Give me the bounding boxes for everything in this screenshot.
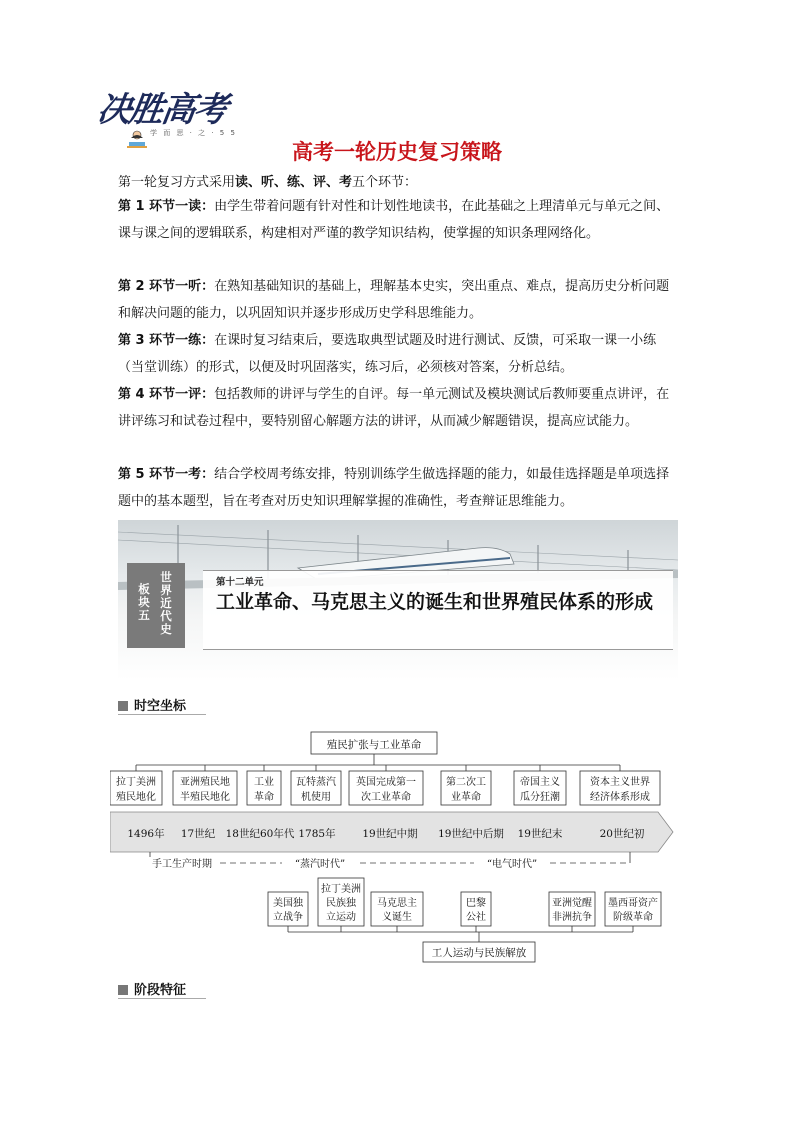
- event-label-top: 帝国主义: [520, 777, 560, 788]
- step-text: 在熟知基础知识的基础上，理解基本史实，突出重点、难点，提高历史分析问题和解决问题的能力，以巩固知识并逐步形成历史学科思维能力。: [118, 279, 670, 321]
- event-label-bottom: 立运动: [326, 912, 356, 923]
- date-label: 1496年: [127, 828, 165, 840]
- step-label: 第 5 环节一考：: [118, 467, 215, 482]
- heading-underline: [118, 998, 206, 999]
- event-label-top: 资本主义世界: [590, 777, 650, 788]
- unit-title: 工业革命、马克思主义的诞生和世界殖民体系的形成: [216, 591, 654, 613]
- event-label-top: 经济体系形成: [590, 792, 650, 803]
- section-tab: [127, 563, 185, 648]
- section-heading-timeline: [118, 695, 186, 715]
- intro-keys: 读、听、练、评、考: [235, 175, 353, 190]
- section-heading-text: 时空坐标: [134, 699, 187, 714]
- step-text: 结合学校周考练安排，特别训练学生做选择题的能力，如最佳选择题是单项选择题中的基本题型，旨在考查对历史知识理解掌握的准确性，考查辩证思维能力。: [118, 467, 670, 509]
- event-label-top: 第二次工: [446, 777, 486, 788]
- tab-left-text: 板块五: [138, 582, 150, 622]
- era-label: “电气时代”: [486, 859, 538, 870]
- timeline-svg: [110, 730, 680, 966]
- section-heading-features: [118, 979, 186, 999]
- event-label-bottom: 民族独: [326, 898, 356, 909]
- step-text: 包括教师的讲评与学生的自评。每一单元测试及模块测试后教师要重点讲评，在讲评练习和试卷过程中，要特别留心解题方法的讲评，从而减少解题错误，提高应试能力。: [118, 387, 670, 429]
- step-text: 在课时复习结束后，要选取典型试题及时进行测试、反馈，可采取一课一小练（当堂训练）的形式，以便及时巩固落实，练习后，必须核对答案，分析总结。: [118, 333, 657, 375]
- intro-pre: 第一轮复习方式采用: [118, 175, 236, 190]
- date-label: 19世纪中期: [362, 828, 418, 840]
- event-label-top: 亚洲殖民地: [180, 777, 230, 788]
- event-label-top: 工业: [254, 777, 274, 788]
- step-1: [118, 194, 678, 247]
- era-label: 手工生产时期: [152, 859, 212, 870]
- date-label: 17世纪: [180, 828, 216, 840]
- event-label-bottom: 巴黎: [466, 898, 486, 909]
- step-text: 由学生带着问题有针对性和计划性地读书，在此基础之上理清单元与单元之间、课与课之间的逻辑联系，构建相对严谨的教学知识结构，使掌握的知识条理网络化。: [118, 199, 670, 241]
- step-5: [118, 462, 678, 515]
- step-label: 第 2 环节一听：: [118, 279, 215, 294]
- step-label: 第 1 环节一读：: [118, 199, 215, 214]
- event-label-bottom: 亚洲觉醒: [552, 898, 592, 909]
- theme-label-top: 殖民扩张与工业革命: [326, 739, 422, 751]
- square-bullet-icon: [118, 985, 128, 995]
- unit-label: 第十二单元: [216, 577, 264, 588]
- event-label-bottom: 马克思主: [377, 898, 417, 909]
- event-label-bottom: 义诞生: [382, 912, 412, 923]
- event-label-bottom: 非洲抗争: [552, 912, 592, 923]
- intro-post: 五个环节：: [352, 175, 418, 190]
- step-3: [118, 328, 678, 381]
- step-label: 第 4 环节一评：: [118, 387, 215, 402]
- theme-label-bottom: 工人运动与民族解放: [431, 947, 527, 959]
- date-label: 19世纪中后期: [438, 828, 504, 840]
- date-label: 18世纪60年代: [225, 828, 295, 840]
- event-label-top: 半殖民地化: [180, 792, 230, 803]
- step-4: [118, 382, 678, 435]
- tab-right-text: 世界近代史: [160, 570, 172, 636]
- step-2: [118, 274, 678, 327]
- event-label-bottom: 公社: [466, 912, 486, 923]
- heading-underline: [118, 714, 206, 715]
- event-label-top: 次工业革命: [361, 792, 411, 803]
- event-label-top: 业革命: [451, 792, 481, 803]
- logo-subtitle: 学 而 思 · 之 · 5 5: [150, 129, 237, 137]
- era-label: “蒸汽时代”: [294, 859, 346, 870]
- date-label: 20世纪初: [599, 828, 645, 840]
- event-label-bottom: 墨西哥资产: [608, 898, 658, 909]
- timeline-diagram: [110, 730, 680, 970]
- event-label-top: 机使用: [301, 792, 331, 803]
- event-label-bottom: 拉丁美洲: [321, 884, 361, 895]
- date-label: 1785年: [298, 828, 336, 840]
- square-bullet-icon: [118, 701, 128, 711]
- logo-text: 决胜高考: [94, 90, 229, 130]
- event-label-bottom: 美国独: [273, 898, 303, 909]
- date-label: 19世纪末: [517, 828, 563, 840]
- event-label-top: 殖民地化: [116, 792, 156, 803]
- intro-line: [118, 172, 678, 193]
- event-label-top: 革命: [254, 792, 274, 803]
- event-label-top: 英国完成第一: [356, 777, 416, 788]
- step-label: 第 3 环节一练：: [118, 333, 215, 348]
- event-label-top: 瓦特蒸汽: [296, 777, 336, 788]
- page-title: 高考一轮历史复习策略: [292, 140, 502, 164]
- section-heading-text: 阶段特征: [134, 983, 187, 998]
- event-label-bottom: 立战争: [273, 912, 303, 923]
- event-label-bottom: 阶级革命: [613, 912, 653, 923]
- event-label-top: 拉丁美洲: [116, 777, 156, 788]
- event-label-top: 瓜分狂潮: [520, 792, 560, 803]
